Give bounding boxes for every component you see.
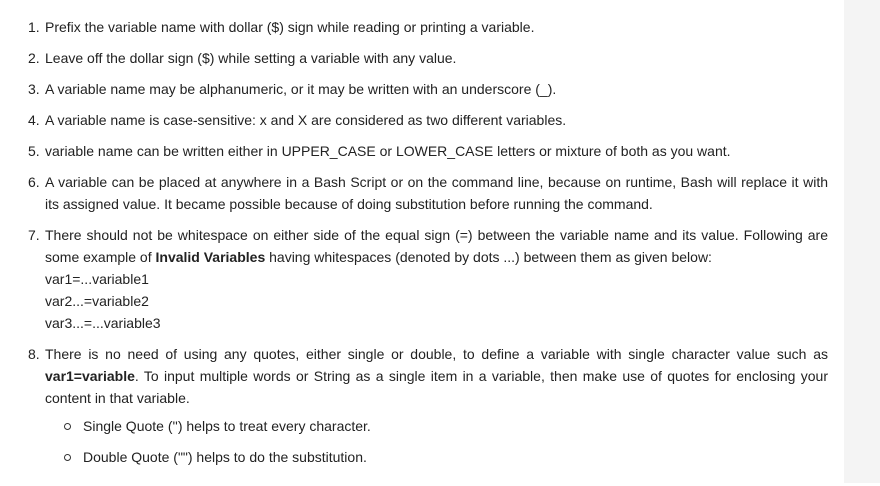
item-text: Prefix the variable name with dollar ($) sign while reading or printing a variable. — [45, 19, 535, 35]
item-text-after: having whitespaces (denoted by dots ...) between them as given below: — [265, 249, 712, 265]
item-text: A variable name may be alphanumeric, or it may be written with an underscore (_). — [45, 81, 557, 97]
item-text: Leave off the dollar sign ($) while setting a variable with any value. — [45, 50, 457, 66]
list-item — [28, 343, 828, 477]
item-bold-text: var1=variable — [45, 368, 135, 384]
item-number: 2. — [28, 50, 40, 66]
item-body — [45, 224, 828, 334]
item-number: 1. — [28, 19, 40, 35]
item-text-before: There is no need of using any quotes, either single or double, to define a variable with single character value such as — [45, 346, 828, 362]
item-number: 5. — [28, 143, 40, 159]
bullet-circle-icon — [45, 415, 83, 437]
item-text-before: There should not be whitespace on either side of the equal sign (=) between the variable name and its value. Following are some example of — [45, 227, 828, 265]
item-text: variable name can be written either in UPPER_CASE or LOWER_CASE letters or mixture of both as you want. — [45, 143, 731, 159]
sub-bullets — [45, 415, 828, 468]
item-text-after: . To input multiple words or String as a single item in a variable, then make use of quotes for enclosing your content in that variable. — [45, 368, 828, 406]
rules-list — [28, 16, 828, 477]
list-item — [28, 78, 828, 100]
list-item — [28, 109, 828, 131]
bullet-circle-icon — [45, 446, 83, 468]
list-item — [28, 47, 828, 69]
item-number: 3. — [28, 81, 40, 97]
bullet-text: Double Quote ("") helps to do the substitution. — [83, 449, 367, 465]
item-paragraph — [45, 343, 828, 409]
example-line: var1=...variable1 — [45, 271, 149, 287]
item-number: 8. — [28, 346, 40, 362]
item-number: 6. — [28, 174, 40, 190]
list-item — [28, 16, 828, 38]
item-text: A variable name is case-sensitive: x and X are considered as two different variables. — [45, 112, 567, 128]
list-item — [28, 224, 828, 334]
item-number: 4. — [28, 112, 40, 128]
bullet-text: Single Quote ('') helps to treat every character. — [83, 418, 371, 434]
bullet-item — [45, 415, 828, 437]
example-line: var2...=variable2 — [45, 293, 149, 309]
right-gutter-panel — [844, 0, 880, 483]
bullet-item — [45, 446, 828, 468]
item-body — [45, 343, 828, 477]
item-bold-text: Invalid Variables — [155, 249, 266, 265]
list-item — [28, 171, 828, 215]
item-paragraph — [45, 224, 828, 268]
item-text: A variable can be placed at anywhere in a Bash Script or on the command line, because on runtime, Bash will replace it with its assigned value. It became possible because of doing substitution before running the command. — [45, 174, 828, 212]
list-item — [28, 140, 828, 162]
article-content — [28, 16, 828, 486]
item-number: 7. — [28, 227, 40, 243]
example-line: var3...=...variable3 — [45, 315, 161, 331]
